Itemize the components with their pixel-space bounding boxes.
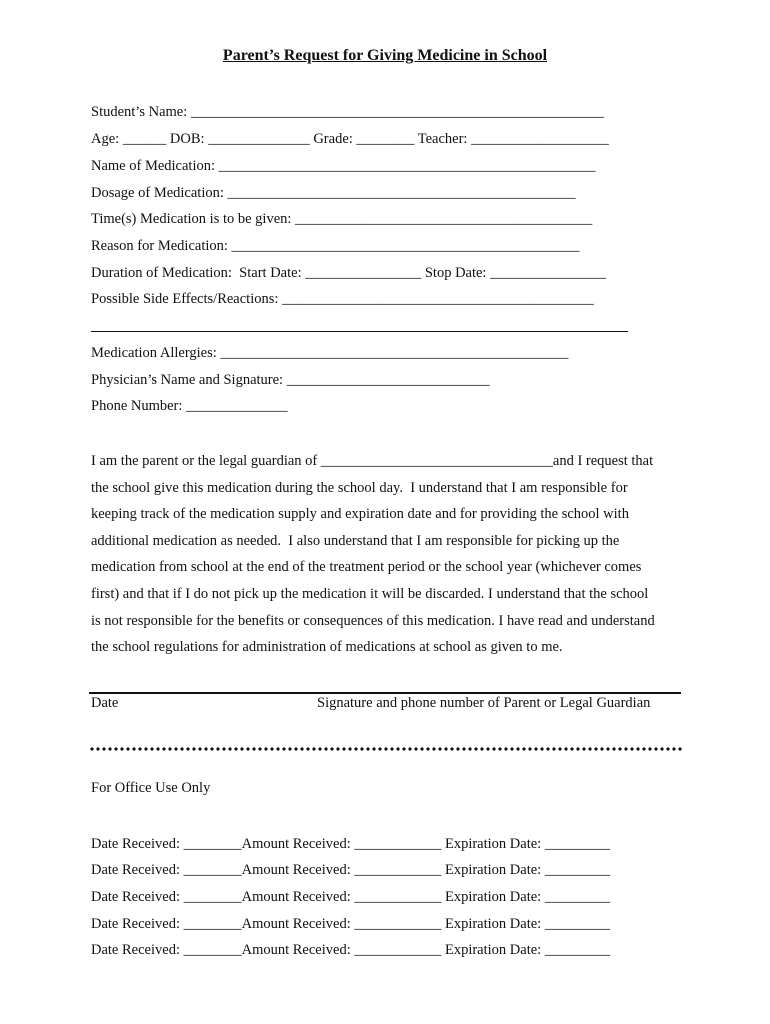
statement-line: medication from school at the end of the treatment period or the school year (whichever comes xyxy=(91,559,642,576)
guardian-statement xyxy=(91,448,691,661)
form-title: Parent’s Request for Giving Medicine in School xyxy=(222,47,548,64)
field-dosage[interactable]: Dosage of Medication: ________________________________________________ xyxy=(91,185,576,201)
signature-line[interactable] xyxy=(89,692,681,694)
field-time-given[interactable]: Time(s) Medication is to be given: _________________________________________ xyxy=(91,211,593,227)
field-duration[interactable]: Duration of Medication: Start Date: ________________ Stop Date: ________________ xyxy=(91,265,607,281)
statement-line[interactable]: I am the parent or the legal guardian of ________________________________and I request that xyxy=(91,453,654,469)
dotted-divider xyxy=(89,747,683,751)
field-allergies[interactable]: Medication Allergies: ________________________________________________ xyxy=(91,345,569,361)
statement-line: the school give this medication during the school day. I understand that I am responsible for xyxy=(91,479,628,496)
statement-line: the school regulations for administration of medications at school as given to me. xyxy=(91,639,563,656)
statement-line: first) and that if I do not pick up the medication it will be discarded. I understand that the school xyxy=(91,585,649,602)
office-row[interactable]: Date Received: ________Amount Received: ____________ Expiration Date: _________ xyxy=(91,889,611,905)
statement-line: additional medication as needed. I also understand that I am responsible for picking up the xyxy=(91,532,620,549)
field-side-effects-continued[interactable] xyxy=(91,331,628,332)
office-row[interactable]: Date Received: ________Amount Received: ____________ Expiration Date: _________ xyxy=(91,942,611,958)
field-student-name[interactable]: Student’s Name: _________________________________________________________ xyxy=(91,104,605,120)
office-row[interactable]: Date Received: ________Amount Received: ____________ Expiration Date: _________ xyxy=(91,862,611,878)
signature-date-label: Date xyxy=(91,695,119,711)
office-row[interactable]: Date Received: ________Amount Received: ____________ Expiration Date: _________ xyxy=(91,916,611,932)
field-age-dob-grade-teacher[interactable]: Age: ______ DOB: ______________ Grade: ________ Teacher: ___________________ xyxy=(91,131,609,147)
office-use-heading: For Office Use Only xyxy=(91,780,211,796)
field-phone[interactable]: Phone Number: ______________ xyxy=(91,398,288,414)
office-row[interactable]: Date Received: ________Amount Received: ____________ Expiration Date: _________ xyxy=(91,836,611,852)
statement-line: keeping track of the medication supply and expiration date and for providing the school with xyxy=(91,506,629,523)
field-reason[interactable]: Reason for Medication: ________________________________________________ xyxy=(91,238,580,254)
field-side-effects[interactable]: Possible Side Effects/Reactions: ___________________________________________ xyxy=(91,291,594,307)
field-physician[interactable]: Physician’s Name and Signature: ____________________________ xyxy=(91,372,490,388)
signature-guardian-label: Signature and phone number of Parent or Legal Guardian xyxy=(317,695,651,711)
field-medication-name[interactable]: Name of Medication: ____________________________________________________ xyxy=(91,158,596,174)
statement-line: is not responsible for the benefits or consequences of this medication. I have read and understand xyxy=(91,612,655,629)
